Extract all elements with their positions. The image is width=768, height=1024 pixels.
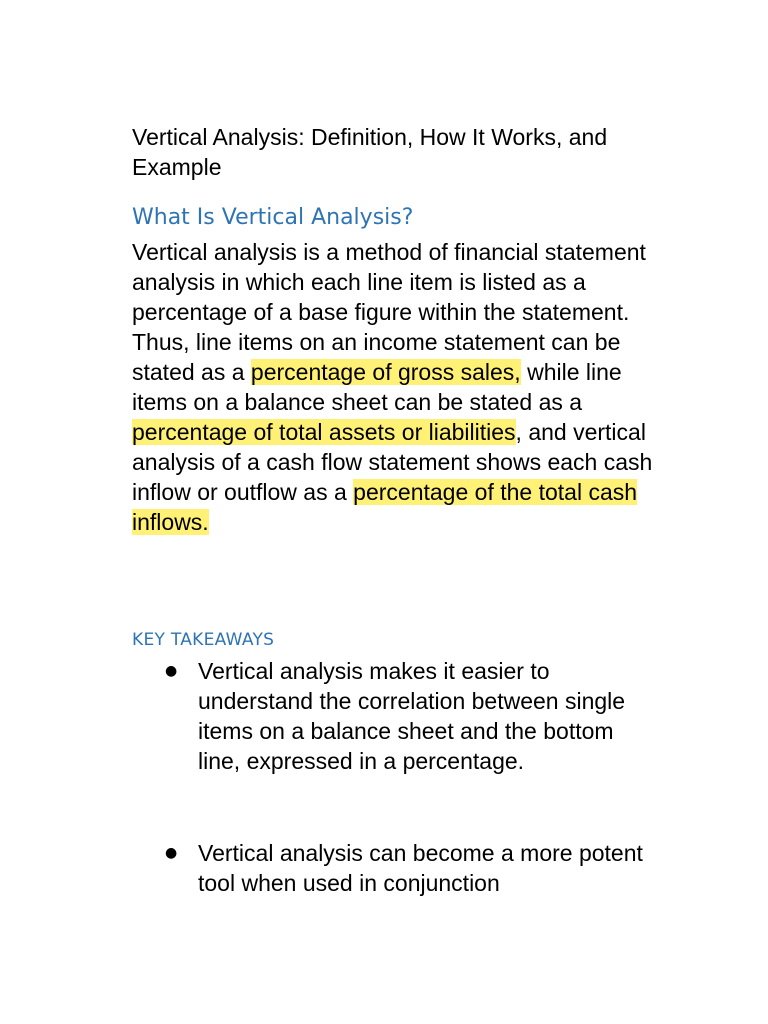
key-takeaways-heading: KEY TAKEAWAYS (132, 630, 275, 650)
list-item-text: Vertical analysis can become a more potent tool when used in conjunction (198, 840, 643, 896)
paragraph-text: , and vertical analysis of a cash flow statement shows each cash inflow or outflow as a (132, 419, 653, 505)
highlighted-text: percentage of the total cash inflows. (132, 479, 638, 535)
paragraph-text: while line items on a balance sheet can be stated as a (132, 359, 622, 415)
list-item (165, 838, 658, 898)
highlighted-text: percentage of total assets or liabilities (132, 419, 516, 445)
bullet-icon: ● (165, 663, 178, 679)
section-heading: What Is Vertical Analysis? (132, 205, 414, 230)
bullet-icon: ● (165, 845, 178, 861)
document-title: Vertical Analysis: Definition, How It Works, and Example (132, 124, 608, 180)
definition-paragraph (132, 237, 672, 537)
list-item-text: Vertical analysis makes it easier to understand the correlation between single items on a balance sheet and the bottom line, expressed in a percentage. (198, 658, 626, 774)
highlighted-text: percentage of gross sales, (250, 359, 521, 385)
paragraph-text: Vertical analysis is a method of financial statement analysis in which each line item is listed as a percentage of a base figure within the statement. Thus, line items on an income statement can be stated as a (132, 239, 646, 385)
list-item (165, 656, 658, 776)
